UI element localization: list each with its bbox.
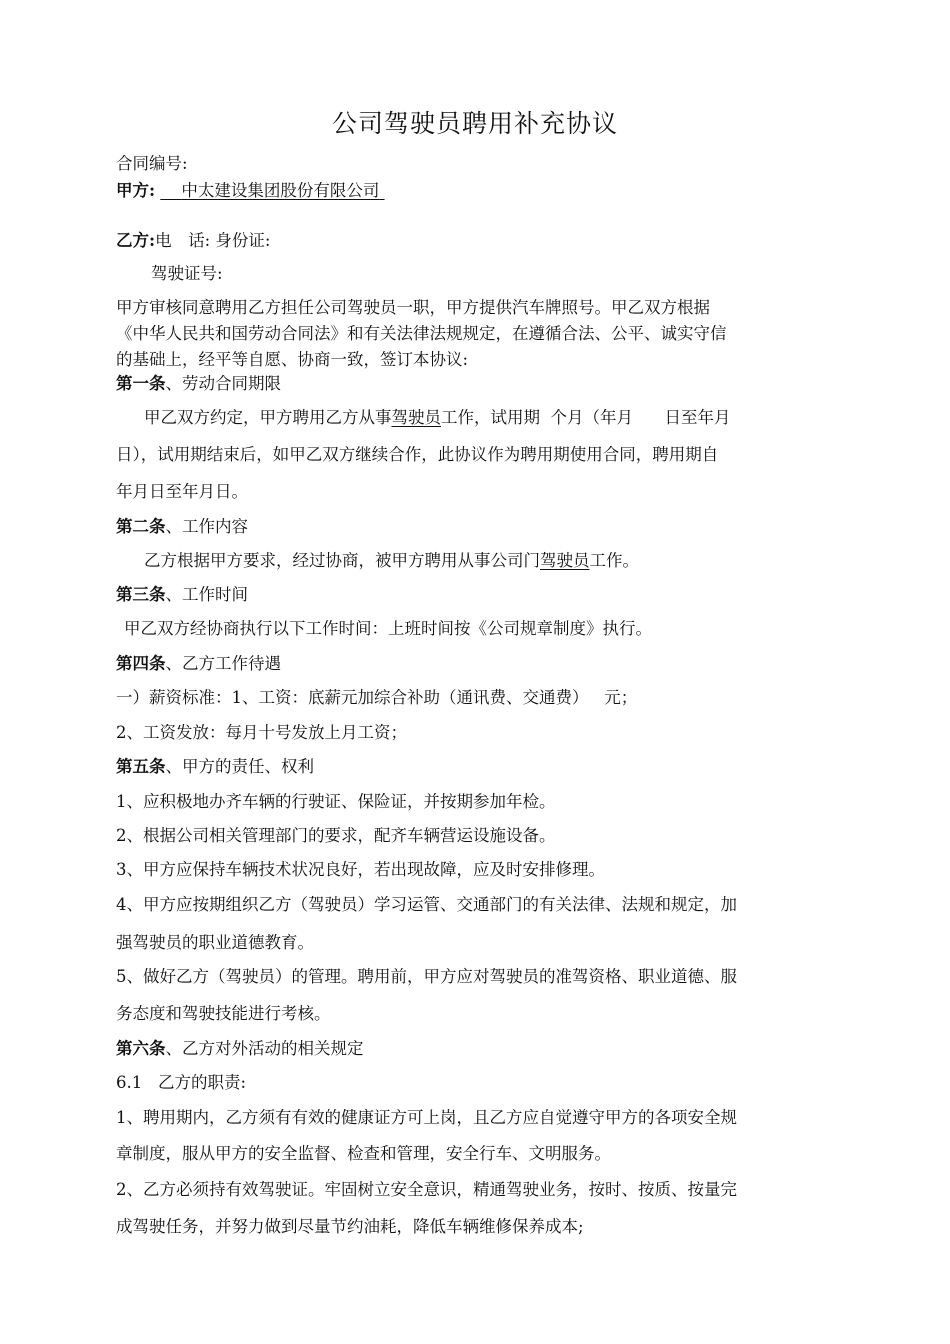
intro-line-1: 甲方审核同意聘用乙方担任公司驾驶员一职，甲方提供汽车牌照号。甲乙双方根据	[116, 298, 710, 317]
article-2-title: 、工作内容	[165, 517, 248, 536]
article-5-line-2: 2、根据公司相关管理部门的要求，配齐车辆营运设施设备。	[116, 826, 556, 845]
article-6-subheading: 6.1 乙方的职责:	[116, 1073, 247, 1092]
intro-line-2: 《中华人民共和国劳动合同法》和有关法律法规规定，在遵循合法、公平、诚实守信	[116, 324, 727, 343]
article-4-line-2: 2、工资发放：每月十号发放上月工资；	[116, 723, 407, 742]
article-6-line-1b: 章制度，服从甲方的安全监督、检查和管理，安全行车、文明服务。	[116, 1144, 611, 1163]
article-5-heading	[116, 753, 836, 777]
party-b-fields: 电 话: 身份证:	[155, 231, 271, 250]
article-6-heading	[116, 1035, 836, 1059]
article-1-number: 第一条	[116, 374, 166, 393]
article-5-title: 、甲方的责任、权利	[165, 757, 314, 776]
article-2-heading	[116, 513, 836, 537]
license-line: 驾驶证号:	[151, 264, 223, 283]
article-5-line-4b: 强驾驶员的职业道德教育。	[116, 933, 314, 952]
article-3-line-1: 甲乙双方经协商执行以下工作时间：上班时间按《公司规章制度》执行。	[124, 619, 652, 638]
article-3-title: 、工作时间	[165, 585, 248, 604]
party-b-line	[116, 227, 836, 251]
article-6-title: 、乙方对外活动的相关规定	[165, 1039, 364, 1058]
article-5-line-3: 3、甲方应保持车辆技术状况良好，若出现故障，应及时安排修理。	[116, 860, 605, 879]
document-title: 公司驾驶员聘用补充协议	[331, 109, 618, 138]
article-5-line-1: 1、应积极地办齐车辆的行驶证、保险证，并按期参加年检。	[116, 792, 556, 811]
intro-line-3: 的基础上，经平等自愿、协商一致，签订本协议:	[116, 350, 469, 369]
article-1-line-1: 甲乙双方约定，甲方聘用乙方从事驾驶员工作，试用期 个月（年月 日至年月	[144, 408, 731, 427]
article-4-number: 第四条	[116, 654, 166, 673]
article-5-line-5a: 5、做好乙方（驾驶员）的管理。聘用前，甲方应对驾驶员的准驾资格、职业道德、服	[116, 967, 737, 986]
article-2-number: 第二条	[116, 517, 166, 536]
article-3-number: 第三条	[116, 585, 166, 604]
article-4-line-1: 一）薪资标准：1、工资：底薪元加综合补助（通讯费、交通费） 元；	[116, 688, 638, 707]
article-5-line-5b: 务态度和驾驶技能进行考核。	[116, 1004, 331, 1023]
article-1-line-2: 日），试用期结束后，如甲乙双方继续合作，此协议作为聘用期使用合同，聘用期自	[116, 445, 719, 464]
contract-number-line: 合同编号:	[116, 154, 188, 173]
article-1-heading	[116, 370, 836, 394]
party-a-line	[116, 177, 836, 201]
article-6-number: 第六条	[116, 1039, 166, 1058]
article-3-heading	[116, 581, 836, 605]
article-5-number: 第五条	[116, 757, 166, 776]
article-1-line-3: 年月日至年月日。	[116, 482, 248, 501]
article-1-title: 、劳动合同期限	[165, 374, 281, 393]
article-4-heading	[116, 650, 836, 674]
article-6-line-2a: 2、乙方必须持有效驾驶证。牢固树立安全意识，精通驾驶业务，按时、按质、按量完	[116, 1180, 737, 1199]
party-a-value: 中太建设集团股份有限公司	[181, 181, 380, 200]
article-5-line-4a: 4、甲方应按期组织乙方（驾驶员）学习运管、交通部门的有关法律、法规和规定，加	[116, 895, 737, 914]
article-4-title: 、乙方工作待遇	[165, 654, 281, 673]
party-b-label: 乙方:	[116, 231, 156, 250]
party-a-label: 甲方:	[116, 181, 156, 200]
article-2-line-1: 乙方根据甲方要求，经过协商，被甲方聘用从事公司门驾驶员工作。	[144, 551, 639, 570]
article-6-line-1a: 1、聘用期内，乙方须有有效的健康证方可上岗，且乙方应自觉遵守甲方的各项安全规	[116, 1108, 737, 1127]
article-6-line-2b: 成驾驶任务，并努力做到尽量节约油耗，降低车辆维修保养成本;	[116, 1217, 584, 1236]
